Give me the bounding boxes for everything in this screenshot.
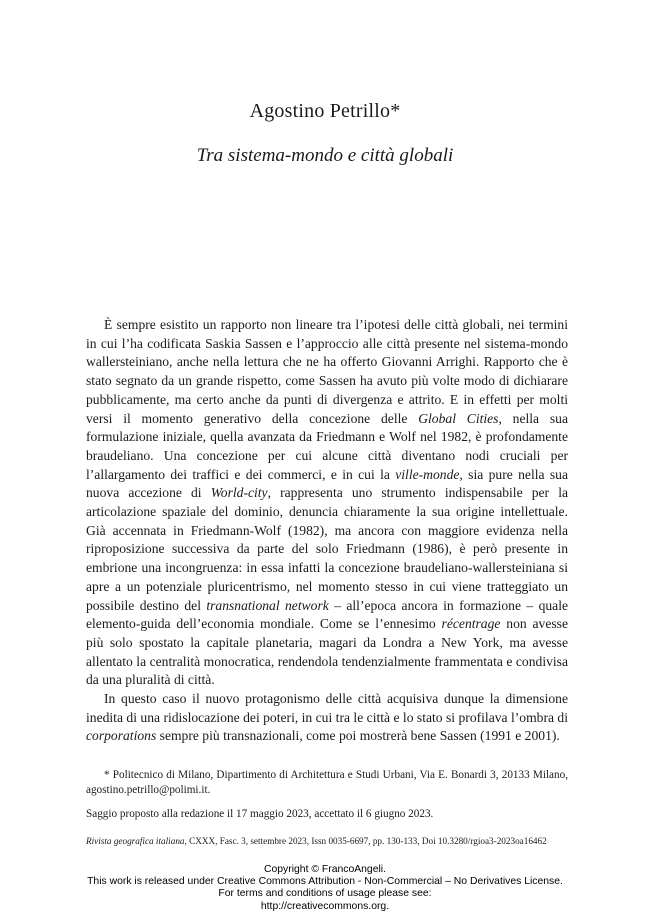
copyright-line: Copyright © FrancoAngeli. [263, 864, 386, 875]
italic-term: ville-monde [395, 466, 460, 482]
paragraph [86, 316, 568, 690]
text-run: – all’epoca ancora in formazione – quale elemento-guida dell’economia mondiale. Come se l’ennesimo [86, 597, 569, 632]
license-link[interactable]: http://creativecommons.org. [260, 900, 390, 912]
text-run: , sia pure nella sua nuova accezione di [86, 466, 569, 501]
article-title: Tra sistema-mondo e città globali [196, 145, 454, 166]
italic-term: récentrage [441, 616, 501, 632]
author-affiliation-note: * Politecnico di Milano, Dipartimento di Architettura e Studi Urbani, Via E. Bonardi 3, 20133 Milano, agostino.petrillo@polimi.it. [86, 769, 568, 796]
text-run: In questo caso il nuovo protagonismo delle città acquisiva dunque la dimensione inedita di una ridislocazione dei poteri, in cui tra le città e lo stato si profilava l’ombra di [86, 691, 568, 725]
text-run: , nella sua formulazione iniziale, quella avanzata da Friedmann e Wolf nel 1982, è profondamente braudeliano. Una concezione per cui alcune città diventano nodi cruciali per l’allargamento dei traffici e dei commerci, e in cui la [86, 410, 569, 482]
article-body [86, 316, 568, 746]
license-line: This work is released under Creative Commons Attribution - Non-Commercial – No Derivatives License. [87, 876, 563, 888]
text-run: non avesse più solo spostato la capitale planetaria, magari da Londra a New York, ma avesse allentato la centralità monocratica, rendendola tendenzialmente frammentata e condivisa da una pluralità di città. [86, 616, 568, 688]
italic-term: corporations [86, 728, 157, 744]
italic-term: Global Cities [418, 410, 499, 426]
text-run: , rappresenta uno strumento indispensabile per la articolazione spaziale del dominio, denuncia chiaramente la sua origine intellettuale. Già accennata in Friedmann-Wolf (1982), ma ancora con maggiore evidenza nella riproposizione successiva da parte del solo Friedmann (1986), è però presente in embrione una incongruenza: in essa infatti la concezione braudeliano-wallersteiniana si apre a un potenziale pluricentrismo, nel momento stesso in cui viene tratteggiato un possibile destino del [86, 485, 568, 613]
citation-details: , CXXX, Fasc. 3, settembre 2023, Issn 0035-6697, pp. 130-133, Doi 10.3280/rgioa3-2023oa16462 [184, 836, 547, 846]
license-notice [0, 864, 650, 913]
journal-name: Rivista geografica italiana [86, 836, 185, 846]
footnote [86, 768, 568, 822]
author-name: Agostino Petrillo* [249, 100, 401, 122]
text-run: È sempre esistito un rapporto non lineare tra l’ipotesi delle città globali, nei termini in cui l’ha codificata Saskia Sassen e l’approccio alle città presente nel sistema-mondo wallersteiniano, anche nella lettura che ne ha offerto Giovanni Arrighi. Rapporto che è stato segnato da un grande rispetto, come Sassen ha avuto più volte modo di dichiarare pubblicamente, ma certo anche da punti di divergenza e attrito. E in effetti per molti versi il momento generativo della concezione delle [86, 317, 568, 426]
text-run: sempre più transnazionali, come poi mostrerà bene Sassen (1991 e 2001). [156, 728, 560, 744]
paragraph [86, 690, 568, 746]
journal-citation [86, 836, 568, 846]
submission-note: Saggio proposto alla redazione il 17 maggio 2023, accettato il 6 giugno 2023. [86, 808, 434, 820]
italic-term: World-city [210, 485, 268, 501]
terms-line: For terms and conditions of usage please see: [218, 888, 432, 900]
italic-term: transnational network [206, 597, 329, 613]
